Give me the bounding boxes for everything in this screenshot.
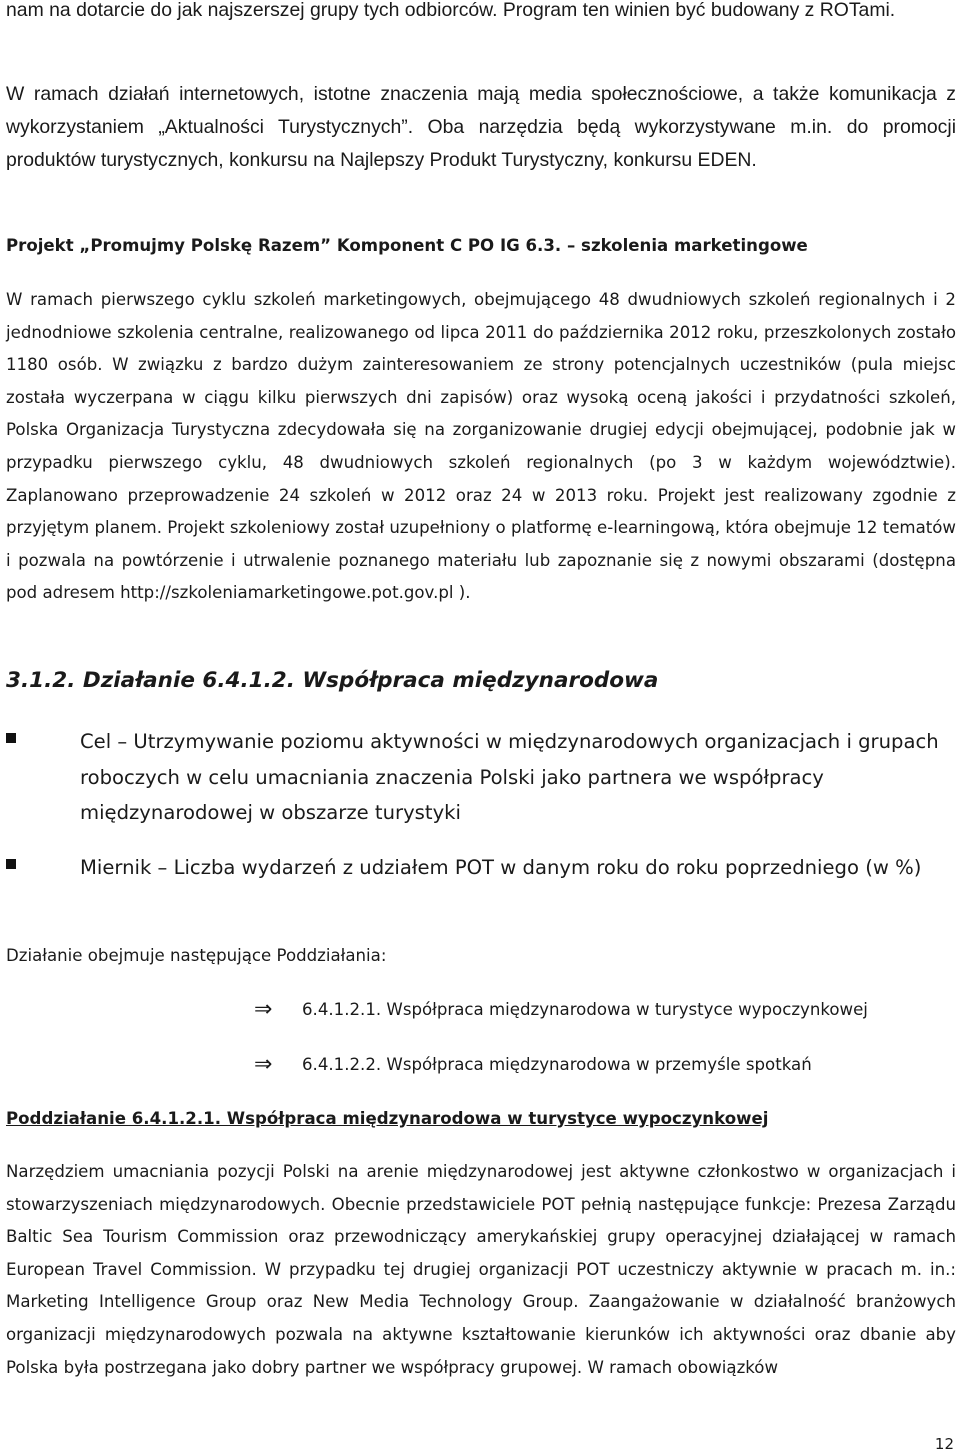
double-arrow-right-icon: ⇒ bbox=[254, 997, 273, 1022]
subaction-item-2 bbox=[6, 1051, 956, 1081]
page-number: 12 bbox=[934, 1435, 954, 1453]
subactions-intro: Działanie obejmuje następujące Poddziałania: bbox=[6, 946, 387, 965]
bullet-text-metric: Miernik – Liczba wydarzeń z udziałem POT w danym roku do roku poprzedniego (w %) bbox=[80, 856, 922, 879]
bullet-text-goal: Cel – Utrzymywanie poziomu aktywności w międzynarodowych organizacjach i grupach roboczych w celu umacniania znaczenia Polski jako partnera we współpracy międzynarodowej w obszarze turystyki bbox=[80, 730, 939, 824]
project-body: W ramach pierwszego cyklu szkoleń marketingowych, obejmującego 48 dwudniowych szkoleń regionalnych i 2 jednodniowe szkolenia centralne, realizowanego od lipca 2011 do października 2012 roku, przeszkolonych zostało 1180 osób. W związku z bardzo dużym zainteresowaniem ze strony potencjalnych uczestników (pula miejsc została wyczerpana w ciągu kilku pierwszych dni zapisów) oraz wysoką oceną jakości i przydatności szkoleń, Polska Organizacja Turystyczna zdecydowała się na zorganizowanie drugiej edycji obejmującej, podobnie jak w przypadku pierwszego cyklu, 48 dwudniowych szkoleń regionalnych (po 3 w każdym województwie). Zaplanowano przeprowadzenie 24 szkoleń w 2012 oraz 24 w 2013 roku. Projekt jest realizowany zgodnie z przyjętym planem. Projekt szkoleniowy został uzupełniony o platformę e-learningową, która obejmuje 12 tematów i pozwala na powtórzenie i utrwalenie poznanego materiału lub zapoznanie się z nowymi obszarami (dostępna pod adresem http://szkoleniamarketingowe.pot.gov.pl ). bbox=[6, 290, 956, 603]
square-bullet-icon bbox=[6, 859, 16, 869]
intro-paragraph-2: W ramach działań internetowych, istotne znaczenia mają media społecznościowe, a także komunikacja z wykorzystaniem „Aktualności Turystycznych”. Oba narzędzia będą wykorzystywane m.in. do promocji produktów turystycznych, konkursu na Najlepszy Produkt Turystyczny, konkursu EDEN. bbox=[6, 83, 956, 171]
subsection-body: Narzędziem umacniania pozycji Polski na arenie międzynarodowej jest aktywne członkostwo w organizacjach i stowarzyszeniach międzynarodowych. Obecnie przedstawiciele POT pełnią następujące funkcje: Prezesa Zarządu Baltic Sea Tourism Commission oraz przewodniczący amerykańskiej grupy operacyjnej działającej w ramach European Travel Commission. W przypadku tej drugiej organizacji POT uczestniczy aktywnie w pracach m. in.: Marketing Intelligence Group oraz New Media Technology Group. Zaangażowanie w działalność branżowych organizacji międzynarodowych pozwala na aktywne kształtowanie kierunków ich aktywności oraz dbanie aby Polska była postrzegana jako dobry partner we współpracy grupowej. W ramach obowiązków bbox=[6, 1162, 956, 1377]
square-bullet-icon bbox=[6, 733, 16, 743]
subaction-item-1 bbox=[6, 996, 956, 1026]
subaction-label-1: 6.4.1.2.1. Współpraca międzynarodowa w turystyce wypoczynkowej bbox=[302, 1000, 868, 1019]
double-arrow-right-icon: ⇒ bbox=[254, 1052, 273, 1077]
project-heading: Projekt „Promujmy Polskę Razem” Komponent C PO IG 6.3. – szkolenia marketingowe bbox=[6, 236, 808, 255]
section-title: 3.1.2. Działanie 6.4.1.2. Współpraca międzynarodowa bbox=[6, 668, 659, 693]
subsection-heading: Poddziałanie 6.4.1.2.1. Współpraca międzynarodowa w turystyce wypoczynkowej bbox=[6, 1109, 769, 1128]
subaction-label-2: 6.4.1.2.2. Współpraca międzynarodowa w przemyśle spotkań bbox=[302, 1055, 812, 1074]
intro-paragraph-1: nam na dotarcie do jak najszerszej grupy tych odbiorców. Program ten winien być budowany z ROTami. bbox=[6, 0, 896, 21]
